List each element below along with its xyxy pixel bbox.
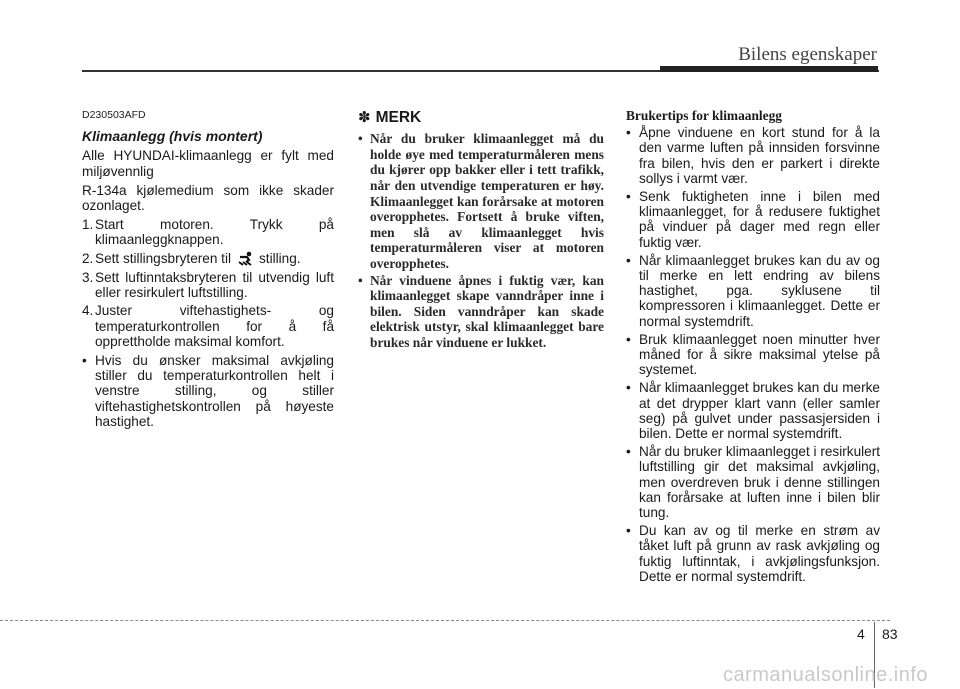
note-heading: [358, 110, 604, 125]
note-item-text: Når du bruker klimaanlegget må du holde øye med temperaturmåleren mens du kjører opp bakker eller i tett trafikk, når den utvendige temperaturen er høy. Klimaanlegget kan forårsake at motoren overopphetes. Fortsett å bruke viften, men slå av klimaanlegget hvis temperaturmåleren viser at motoren overopphetes.: [370, 131, 604, 271]
step-number: 3.: [82, 270, 94, 286]
note-heading-text: MERK: [375, 109, 422, 126]
step-item: [82, 270, 334, 300]
tip-item: [626, 523, 880, 584]
note-list: [358, 131, 604, 350]
watermark: carmanualsonline.info: [722, 664, 928, 686]
tips-heading: Brukertips for klimaanlegg: [626, 108, 782, 123]
steps-list: [82, 217, 334, 349]
step-text: stilling.: [259, 250, 301, 266]
step-item: [82, 303, 334, 349]
tip-item-text: Bruk klimaanlegget noen minutter hver måned for å sikre maksimal ytelse på systemet.: [639, 331, 880, 378]
section-title: Bilens egenskaper: [738, 44, 877, 65]
note-star-icon: ✽: [358, 109, 371, 126]
footer-rule: [0, 620, 890, 621]
tip-item: [626, 380, 880, 441]
page-number: 83: [882, 626, 898, 642]
floor-vent-icon: [237, 251, 255, 267]
list-item: [82, 353, 334, 429]
tips-column: [626, 108, 880, 587]
section-heading: Klimaanlegg (hvis montert): [82, 128, 263, 145]
bullet-icon: •: [626, 252, 631, 268]
tip-item: [626, 444, 880, 520]
tip-item: [626, 189, 880, 250]
header-accent-bar: [660, 66, 878, 72]
intro-paragraph: Alle HYUNDAI-klimaanlegg er fylt med miljøvennlig: [82, 148, 334, 179]
bullet-list: [82, 353, 334, 429]
tip-item: [626, 332, 880, 378]
tip-item-text: Når klimaanlegget brukes kan du av og til merke en lett endring av bilens hastighet, pga. syklusene til kompressoren i klimaanlegget. Dette er normal systemdrift.: [639, 252, 880, 329]
note-item-text: Når vinduene åpnes i fuktig vær, kan klimaanlegget skape vanndråper inne i bilen. Siden vanndråper kan skade elektrisk utstyr, skal klimaanlegget bare brukes når vinduene er lukket.: [370, 272, 604, 350]
step-number: 1.: [82, 217, 94, 233]
step-item: [82, 251, 334, 267]
step-text: Juster viftehastighets- og temperaturkontrollen for å få opprettholde maksimal komfort.: [95, 303, 334, 349]
step-number: 2.: [82, 250, 94, 266]
note-item: [358, 131, 604, 271]
bullet-icon: •: [626, 125, 631, 141]
note-item: [358, 273, 604, 351]
step-text: Sett luftinntaksbryteren til utvendig luft eller resirkulert luftstilling.: [95, 270, 334, 301]
step-text: Sett stillingsbryteren til: [95, 250, 231, 266]
tip-item-text: Når klimaanlegget brukes kan du merke at det drypper klart vann (eller samler seg) på gulvet under passasjersiden i bilen. Dette er normal systemdrift.: [639, 380, 880, 442]
tip-item-text: Senk fuktigheten inne i bilen med klimaanlegget, for å redusere fuktighet på vinduer på dager med regn eller fuktig vær.: [639, 189, 880, 250]
bullet-icon: •: [626, 189, 631, 205]
step-item: [82, 217, 334, 247]
tip-item: [626, 253, 880, 329]
chapter-number: 4: [857, 626, 865, 642]
tips-list: [626, 125, 880, 584]
tip-item-text: Når du bruker klimaanlegget i resirkulert luftstilling gir det maksimal avkjøling, men overdreven bruk i denne stillingen kan forårsake at luften inne i bilen blir tung.: [639, 444, 881, 521]
tip-item: [626, 125, 880, 186]
intro-paragraph: R-134a kjølemedium som ikke skader ozonlaget.: [82, 182, 334, 214]
bullet-icon: •: [626, 380, 631, 396]
tip-item-text: Åpne vinduene en kort stund for å la den varme luften på innsiden forsvinne fra bilen, hvis den er parkert i direkte sollys i varmt vær.: [639, 125, 880, 186]
left-column: [82, 108, 334, 432]
step-number: 4.: [82, 303, 94, 319]
bullet-icon: •: [358, 272, 363, 288]
bullet-icon: •: [626, 444, 631, 460]
note-column: [358, 108, 604, 352]
bullet-icon: •: [82, 353, 87, 369]
list-item-text: Hvis du ønsker maksimal avkjøling stiller du temperaturkontrollen helt i venstre stilling, og stiller viftehastighetskontrollen på høyeste hastighet.: [95, 353, 334, 429]
bullet-icon: •: [626, 331, 631, 347]
tip-item-text: Du kan av og til merke en strøm av tåket luft på grunn av rask avkjøling og fuktig luftinntak, i avkjølingsfunksjon. Dette er normal systemdrift.: [639, 523, 880, 584]
bullet-icon: •: [626, 523, 631, 539]
step-text: Start motoren. Trykk på klimaanleggknappen.: [95, 217, 334, 248]
document-code: D230503AFD: [82, 109, 146, 121]
bullet-icon: •: [358, 131, 363, 147]
